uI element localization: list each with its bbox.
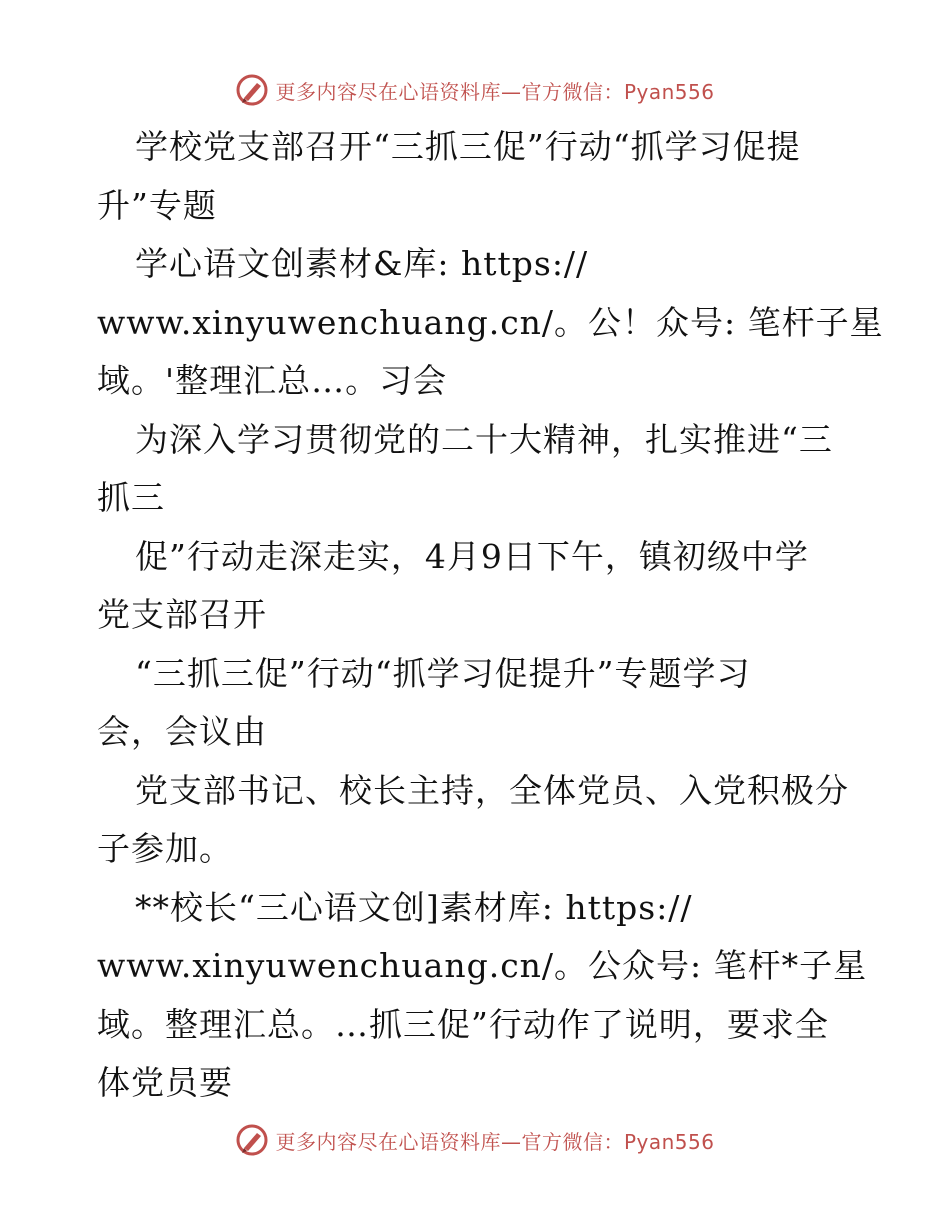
paragraph-line: www.xinyuwenchuang.cn/。公！众号: 笔杆子星 [97,302,884,342]
paragraph-line: 升”专题 [97,185,217,225]
footer-banner-text: 更多内容尽在心语资料库—官方微信：Pyan556 [275,1129,715,1154]
header-banner-text: 更多内容尽在心语资料库—官方微信：Pyan556 [275,79,715,104]
paragraph-line: 党支部书记、校长主持，全体党员、入党积极分 [135,770,849,810]
paragraph-line: 学心语文创素材&库: https:// [135,244,589,283]
paragraph-line: **校长“三心语文创]素材库: https:// [135,887,693,927]
paragraph-line: 为深入学习贯彻党的二十大精神，扎实推进“三 [135,419,833,459]
footer-banner [0,1120,950,1160]
paragraph-line: 子参加。 [97,829,233,868]
paragraph-line: “三抓三促”行动“抓学习促提升”专题学习 [135,653,751,693]
pen-logo-icon [235,1123,269,1157]
document-body [97,118,884,1113]
paragraph-line: 促”行动走深走实，4月9日下午，镇初级中学 [135,536,809,576]
pen-logo-icon [235,73,269,107]
paragraph-line: 党支部召开 [97,595,267,634]
paragraph-line: 抓三 [97,478,165,517]
header-banner [0,70,950,110]
paragraph-line: 域。整理汇总。…抓三促”行动作了说明，要求全 [97,1004,829,1044]
paragraph-line: www.xinyuwenchuang.cn/。公众号: 笔杆*子星 [97,946,868,985]
paragraph-line: 学校党支部召开“三抓三促”行动“抓学习促提 [135,127,801,166]
paragraph-line: 域。'整理汇总…。习会 [97,361,448,400]
paragraph-line: 体党员要 [97,1063,233,1102]
paragraph-line: 会，会议由 [97,712,267,751]
